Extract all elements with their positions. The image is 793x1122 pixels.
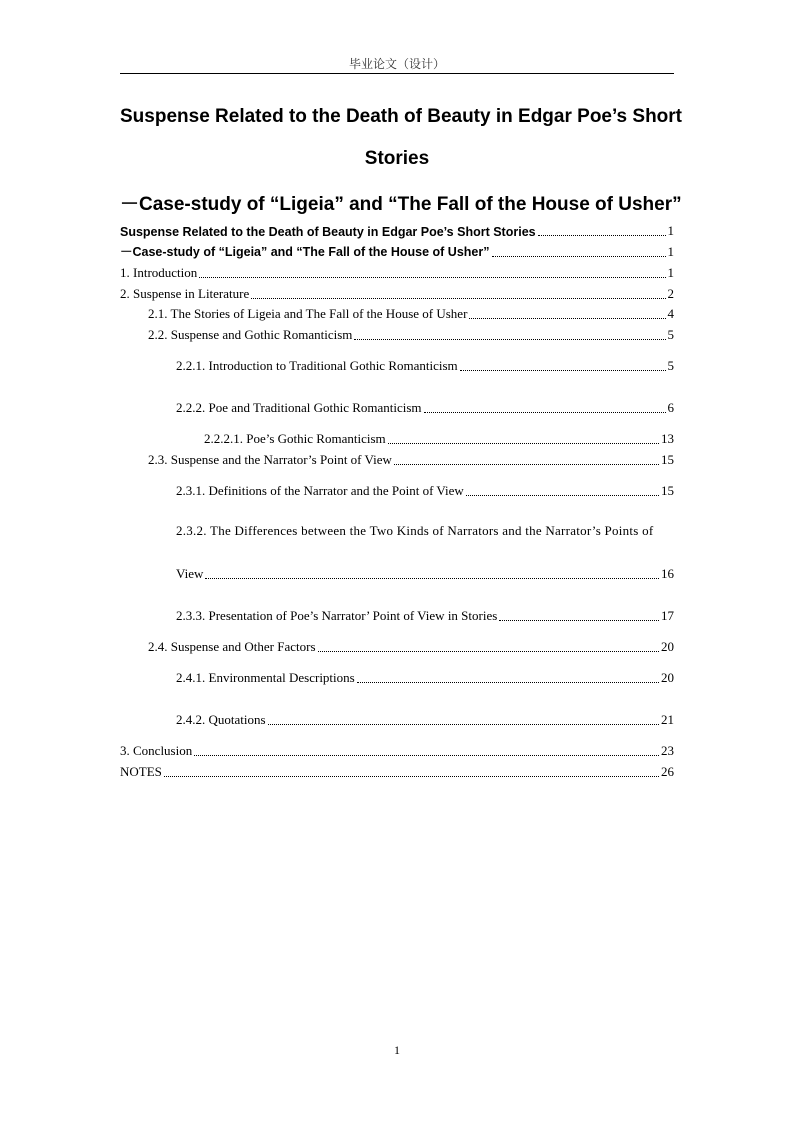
toc-leader-dots <box>354 338 665 340</box>
document-title-line-1: Suspense Related to the Death of Beauty in Edgar Poe’s Short <box>120 106 683 127</box>
toc-entry-label: Suspense Related to the Death of Beauty in Edgar Poe’s Short Stories <box>120 225 536 239</box>
toc-entry-2-3-1[interactable] <box>120 481 674 499</box>
toc-page-number: 20 <box>661 670 674 685</box>
toc-page-number: 1 <box>667 223 674 238</box>
toc-entry-2-2-2[interactable] <box>120 398 674 416</box>
toc-leader-dots <box>251 297 665 299</box>
toc-leader-dots <box>318 650 659 652</box>
toc-entry-label: －Case-study of “Ligeia” and “The Fall of the House of Usher” <box>120 245 490 259</box>
toc-page-number: 15 <box>661 452 674 467</box>
toc-page-number: 23 <box>661 743 674 758</box>
toc-leader-dots <box>460 369 666 371</box>
toc-page-number: 5 <box>667 327 674 342</box>
toc-entry-notes[interactable] <box>120 762 674 780</box>
page-number: 1 <box>394 1043 400 1057</box>
toc-page-number: 2 <box>667 286 674 301</box>
toc-entry-label: 2.4.2. Quotations <box>176 712 266 727</box>
toc-entry-conclusion[interactable] <box>120 741 674 759</box>
toc-entry-2-3-2[interactable] <box>176 523 674 541</box>
toc-page-number: 21 <box>661 712 674 727</box>
toc-page-number: 16 <box>661 566 674 581</box>
toc-page-number: 20 <box>661 639 674 654</box>
toc-page-number: 13 <box>661 431 674 446</box>
toc-entry-label: 3. Conclusion <box>120 743 193 758</box>
toc-entry-2-3-2-continued[interactable] <box>120 564 674 582</box>
page-header: 毕业论文（设计） <box>348 57 445 71</box>
toc-leader-dots <box>164 775 659 777</box>
document-title-line-2: Stories <box>364 148 430 169</box>
toc-entry-suspense-in-literature[interactable] <box>120 284 674 302</box>
toc-entry-2-1[interactable] <box>120 304 674 322</box>
toc-entry-2-2-2-1[interactable] <box>120 429 674 447</box>
toc-page-number: 1 <box>667 244 674 259</box>
toc-page-number: 15 <box>661 483 674 498</box>
toc-leader-dots <box>357 681 659 683</box>
toc-entry-label: 2. Suspense in Literature <box>120 286 250 301</box>
toc-entry-label: NOTES <box>120 764 162 779</box>
toc-entry-label: 2.2.2. Poe and Traditional Gothic Romanticism <box>176 400 422 415</box>
toc-page-number: 1 <box>667 265 674 280</box>
toc-page-number: 26 <box>661 764 674 779</box>
toc-entry-label: 2.4. Suspense and Other Factors <box>148 639 316 654</box>
toc-entry-main-title[interactable] <box>120 221 674 239</box>
toc-entry-subtitle[interactable] <box>120 242 674 260</box>
toc-leader-dots <box>388 442 659 444</box>
toc-page-number: 17 <box>661 608 674 623</box>
toc-page-number: 4 <box>667 306 674 321</box>
toc-page-number: 6 <box>667 400 674 415</box>
document-subtitle: －Case-study of “Ligeia” and “The Fall of the House of Usher” <box>120 194 682 215</box>
toc-leader-dots <box>538 234 666 236</box>
toc-entry-label: 2.3. Suspense and the Narrator’s Point of View <box>148 452 392 467</box>
toc-page-number: 5 <box>667 358 674 373</box>
toc-entry-label: 2.2. Suspense and Gothic Romanticism <box>148 327 353 342</box>
toc-entry-label: 2.3.3. Presentation of Poe’s Narrator’ Point of View in Stories <box>176 608 498 623</box>
toc-leader-dots <box>268 723 659 725</box>
header-rule <box>120 73 674 74</box>
toc-entry-label: 2.3.2. The Differences between the Two Kinds of Narrators and the Narrator’s Points of <box>176 523 654 538</box>
toc-leader-dots <box>394 463 659 465</box>
toc-entry-2-2-1[interactable] <box>120 356 674 374</box>
toc-entry-label: 1. Introduction <box>120 265 198 280</box>
toc-entry-2-2[interactable] <box>120 325 674 343</box>
toc-entry-label: 2.2.1. Introduction to Traditional Gothic Romanticism <box>176 358 458 373</box>
toc-entry-2-3-3[interactable] <box>120 606 674 624</box>
toc-leader-dots <box>469 317 665 319</box>
toc-entry-2-4[interactable] <box>120 637 674 655</box>
toc-leader-dots <box>492 255 666 257</box>
toc-leader-dots <box>194 754 659 756</box>
toc-leader-dots <box>424 411 666 413</box>
toc-leader-dots <box>199 276 665 278</box>
toc-entry-label: 2.1. The Stories of Ligeia and The Fall of the House of Usher <box>148 306 468 321</box>
toc-entry-label: 2.3.1. Definitions of the Narrator and the Point of View <box>176 483 464 498</box>
toc-entry-label: View <box>176 566 204 581</box>
toc-entry-label: 2.4.1. Environmental Descriptions <box>176 670 355 685</box>
toc-entry-label: 2.2.2.1. Poe’s Gothic Romanticism <box>204 431 386 446</box>
toc-entry-2-3[interactable] <box>120 450 674 468</box>
toc-entry-2-4-1[interactable] <box>120 668 674 686</box>
toc-entry-introduction[interactable] <box>120 263 674 281</box>
toc-leader-dots <box>499 619 659 621</box>
toc-entry-2-4-2[interactable] <box>120 710 674 728</box>
toc-leader-dots <box>205 577 659 579</box>
toc-leader-dots <box>466 494 659 496</box>
